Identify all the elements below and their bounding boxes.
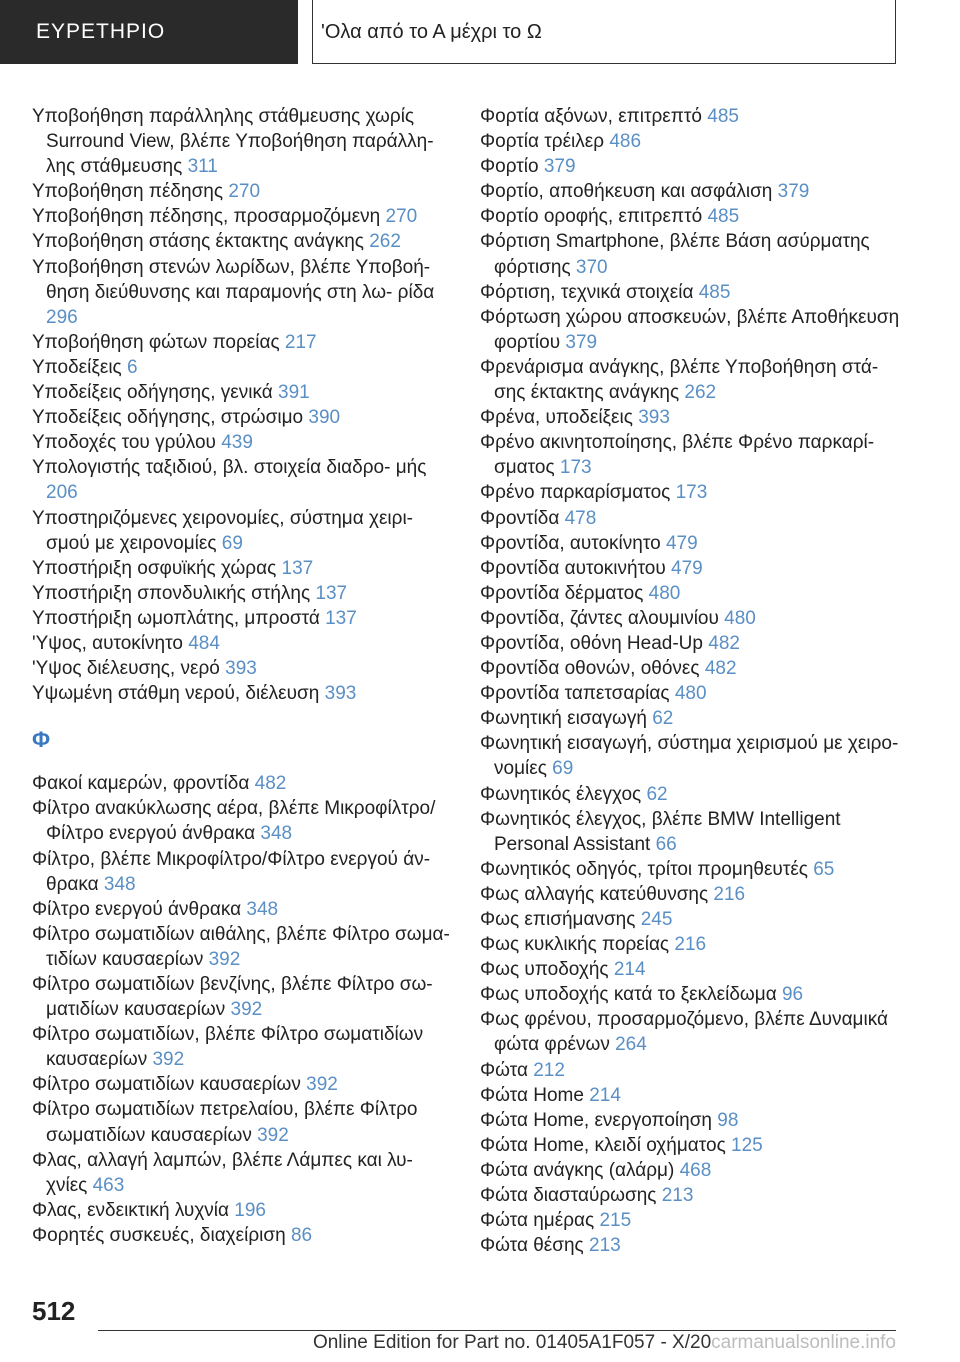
index-entry — [32, 1223, 452, 1248]
entry-term: Φίλτρο σωματιδίων, βλέπε Φίλτρο σωματιδίων καυσαερίων — [32, 1024, 424, 1071]
entry-page-link[interactable]: 392 — [306, 1074, 338, 1096]
index-entry — [480, 1007, 910, 1057]
entry-page-link[interactable]: 6 — [126, 356, 138, 378]
index-entry — [480, 480, 910, 505]
index-entry — [480, 631, 910, 656]
entry-term: Φορτία τρέιλερ — [480, 131, 605, 153]
index-entry — [480, 1208, 910, 1233]
index-entry — [480, 154, 910, 179]
entry-page-link[interactable]: 392 — [257, 1124, 289, 1146]
index-entry — [480, 179, 910, 204]
edition-text: Online Edition for Part no. 01405A1F057 - X/20 — [312, 1332, 712, 1353]
entry-page-link[interactable]: 66 — [655, 833, 677, 855]
entry-term: Φροντίδα — [480, 507, 560, 529]
entry-term: Φρένα, υποδείξεις — [480, 407, 633, 429]
entry-term: Φίλτρο ενεργού άνθρακα — [32, 898, 242, 920]
entry-term: Φορητές συσκευές, διαχείριση — [32, 1224, 286, 1246]
entry-term: Φως αλλαγής κατεύθυνσης — [480, 883, 709, 905]
index-entry — [480, 982, 910, 1007]
section-subtitle: 'Ολα από το Α μέχρι το Ω — [312, 0, 896, 64]
index-entry — [32, 972, 452, 1022]
entry-page-link[interactable]: 245 — [640, 909, 673, 930]
entry-term: Φροντίδα ταπετσαρίας — [480, 683, 670, 705]
index-entry — [480, 1058, 910, 1083]
index-entry — [480, 1183, 910, 1208]
entry-term: Φροντίδα, ζάντες αλουμινίου — [480, 607, 719, 629]
index-entry — [480, 1158, 910, 1183]
index-entry — [480, 556, 910, 581]
entry-page-link[interactable]: 392 — [230, 999, 263, 1021]
entry-page-link[interactable]: 212 — [533, 1059, 565, 1081]
entry-term: Φίλτρο, βλέπε Μικροφίλτρο/Φίλτρο ενεργού άν- θρακα — [32, 848, 431, 895]
entry-term: Φορτία αξόνων, επιτρεπτό — [480, 106, 702, 127]
entry-page-link[interactable]: 125 — [731, 1134, 763, 1156]
entry-term: Φλας, αλλαγή λαμπών, βλέπε Λάμπες και λυ- χνίες — [32, 1149, 413, 1196]
entry-page-link[interactable]: 485 — [707, 206, 740, 228]
entry-term: Φρένο παρκαρίσματος — [480, 482, 671, 504]
entry-term: Φώτα διασταύρωσης — [480, 1185, 657, 1207]
entry-page-link[interactable]: 480 — [724, 607, 756, 629]
index-entry — [480, 430, 910, 480]
entry-term: Υποβοήθηση παράλληλης στάθμευσης χωρίς Surround View, βλέπε Υποβοήθηση παράλλη- λης στάθμευσης — [32, 106, 434, 178]
index-entry — [32, 681, 452, 706]
entry-term: Φορτίο, αποθήκευση και ασφάλιση — [480, 181, 773, 203]
entry-term: Φώτα — [480, 1059, 528, 1081]
page-header — [0, 0, 960, 64]
index-entry — [480, 681, 910, 706]
index-entry — [32, 1022, 452, 1072]
entry-page-link[interactable]: 379 — [565, 331, 598, 353]
entry-term: Υποδοχές του γρύλου — [32, 432, 216, 454]
entry-term: Φως υποδοχής κατά το ξεκλείδωμα — [480, 984, 777, 1006]
index-entry — [32, 179, 452, 204]
entry-term: Φίλτρο ανακύκλωσης αέρα, βλέπε Μικροφίλτρο/ Φίλτρο ενεργού άνθρακα — [32, 798, 436, 845]
entry-page-link[interactable]: 478 — [564, 507, 597, 529]
entry-page-link[interactable]: 206 — [46, 482, 78, 504]
entry-term: Φλας, ενδεικτική λυχνία — [32, 1199, 229, 1221]
entry-page-link[interactable]: 69 — [221, 532, 243, 554]
entry-page-link[interactable]: 311 — [187, 156, 218, 178]
entry-page-link[interactable]: 379 — [543, 156, 576, 178]
entry-term: Φώτα Home — [480, 1084, 584, 1106]
entry-page-link[interactable]: 69 — [552, 758, 574, 780]
entry-term: 'Υψος, αυτοκίνητο — [32, 632, 183, 654]
entry-term: Φίλτρο σωματιδίων καυσαερίων — [32, 1074, 301, 1096]
index-entry — [480, 882, 910, 907]
index-entry — [480, 606, 910, 631]
index-entry — [32, 796, 452, 846]
entry-term: Φώτα Home, ενεργοποίηση — [480, 1109, 712, 1131]
entry-term: Υποβοήθηση στάσης έκτακτης ανάγκης — [32, 231, 364, 253]
entry-page-link[interactable]: 296 — [46, 306, 78, 328]
index-entry — [480, 305, 910, 355]
entry-page-link[interactable]: 480 — [674, 683, 707, 705]
entry-page-link[interactable]: 390 — [308, 407, 341, 429]
entry-page-link[interactable]: 370 — [575, 256, 608, 278]
entry-term: Φώτα ημέρας — [480, 1210, 595, 1232]
index-entry — [32, 656, 452, 681]
entry-page-link[interactable]: 482 — [708, 632, 740, 654]
index-column-right — [480, 104, 910, 1258]
index-column-left — [32, 104, 452, 1248]
index-entry — [480, 857, 910, 882]
index-entry — [32, 771, 452, 796]
entry-term: Φώτα ανάγκης (αλάρμ) — [480, 1159, 675, 1181]
index-entries-phi-continued — [480, 104, 910, 1258]
entry-term: Φως κυκλικής πορείας — [480, 934, 670, 956]
index-entry — [32, 355, 452, 380]
entry-page-link[interactable]: 393 — [324, 683, 357, 705]
entry-term: Φακοί καμερών, φροντίδα — [32, 773, 250, 795]
entry-page-link[interactable]: 215 — [599, 1210, 632, 1232]
index-entry — [32, 556, 452, 581]
index-entry — [480, 581, 910, 606]
index-entry — [480, 706, 910, 731]
index-entry — [32, 204, 452, 229]
entry-term: Φίλτρο σωματιδίων αιθάλης, βλέπε Φίλτρο σωμα- τιδίων καυσαερίων — [32, 923, 450, 970]
entry-page-link[interactable]: 65 — [813, 858, 835, 880]
entry-term: Φωνητικός οδηγός, τρίτοι προμηθευτές — [480, 858, 808, 880]
entry-page-link[interactable]: 482 — [254, 773, 287, 795]
entry-page-link[interactable]: 173 — [559, 457, 592, 479]
watermark: carmanualsonline.info — [711, 1332, 896, 1353]
index-entry — [32, 229, 452, 254]
index-entry — [480, 807, 910, 857]
entry-page-link[interactable]: 264 — [615, 1034, 647, 1056]
index-entry — [32, 506, 452, 556]
index-entry — [480, 204, 910, 229]
entry-term: 'Υψος διέλευσης, νερό — [32, 658, 220, 680]
entry-page-link[interactable]: 62 — [652, 708, 674, 730]
page-number: 512 — [32, 1296, 76, 1326]
index-entry — [480, 1083, 910, 1108]
entry-term: Υποδείξεις οδήγησης, στρώσιμο — [32, 407, 304, 429]
entry-page-link[interactable]: 216 — [674, 934, 707, 956]
entry-page-link[interactable]: 196 — [234, 1199, 266, 1221]
entry-term: Φως φρένου, προσαρμοζόμενο, βλέπε Δυναμικά φώτα φρένων — [480, 1009, 888, 1056]
entry-page-link[interactable]: 348 — [246, 898, 279, 920]
index-entry — [32, 1072, 452, 1097]
index-entry — [480, 1233, 910, 1258]
entry-term: Φόρτιση Smartphone, βλέπε Βάση ασύρματης φόρτισης — [480, 231, 870, 278]
entry-page-link[interactable]: 98 — [717, 1109, 739, 1131]
index-entry — [480, 1108, 910, 1133]
index-entry — [480, 957, 910, 982]
entry-page-link[interactable]: 484 — [188, 632, 220, 654]
index-entry — [32, 897, 452, 922]
section-letter-phi: Φ — [32, 727, 51, 753]
index-entry — [480, 280, 910, 305]
index-entry — [32, 606, 452, 631]
index-entry — [32, 1198, 452, 1223]
index-entries-y — [32, 104, 452, 706]
index-entry — [480, 129, 910, 154]
entry-page-link[interactable]: 485 — [698, 281, 731, 303]
entry-term: Φόρτωση χώρου αποσκευών, βλέπε Αποθήκευση φορτίου — [480, 306, 900, 353]
entry-page-link[interactable]: 96 — [781, 984, 804, 1006]
index-entry — [480, 531, 910, 556]
entry-page-link[interactable]: 137 — [315, 582, 348, 604]
entry-page-link[interactable]: 392 — [152, 1049, 185, 1071]
entry-term: Φωνητική εισαγωγή, σύστημα χειρισμού με χειρο- νομίες — [480, 733, 899, 780]
entry-term: Φρενάρισμα ανάγκης, βλέπε Υποβοήθηση στά- σης έκτακτης ανάγκης — [480, 356, 879, 404]
entry-page-link[interactable]: 137 — [281, 557, 314, 579]
index-entry — [480, 907, 910, 932]
entry-term: Υποβοήθηση φώτων πορείας — [32, 331, 280, 353]
entry-page-link[interactable]: 213 — [589, 1235, 621, 1257]
entry-term: Υπολογιστής ταξιδιού, βλ. στοιχεία διαδρο- μής — [32, 457, 427, 479]
entry-term: Φροντίδα, οθόνη Head-Up — [480, 632, 703, 654]
index-entry — [32, 455, 452, 505]
entry-term: Υψωμένη στάθμη νερού, διέλευση — [32, 683, 320, 705]
index-entry — [32, 922, 452, 972]
index-entry — [480, 506, 910, 531]
entry-page-link[interactable]: 392 — [208, 948, 241, 970]
index-entry — [32, 405, 452, 430]
entry-page-link[interactable]: 485 — [707, 106, 739, 127]
entry-term: Φορτίο — [480, 156, 539, 178]
entry-page-link[interactable]: 262 — [684, 382, 717, 404]
footer-edition — [313, 1332, 896, 1354]
entry-page-link[interactable]: 468 — [679, 1159, 712, 1181]
entry-page-link[interactable]: 391 — [278, 382, 310, 404]
entry-term: Υποστήριξη ωμοπλάτης, μπροστά — [32, 607, 320, 629]
entry-term: Υποβοήθηση πέδησης, προσαρμοζόμενη — [32, 206, 381, 228]
index-entry — [32, 1148, 452, 1198]
index-entry — [480, 1133, 910, 1158]
index-entry — [32, 581, 452, 606]
entry-page-link[interactable]: 439 — [221, 432, 253, 454]
index-entry — [32, 330, 452, 355]
index-entry — [480, 782, 910, 807]
entry-page-link[interactable]: 479 — [671, 557, 703, 579]
entry-page-link[interactable]: 480 — [648, 582, 681, 604]
entry-page-link[interactable]: 482 — [704, 658, 737, 680]
entry-term: Φροντίδα, αυτοκίνητο — [480, 532, 661, 554]
entry-page-link[interactable]: 348 — [260, 823, 293, 845]
entry-term: Υποστηριζόμενες χειρονομίες, σύστημα χειρι- σμού με χειρονομίες — [32, 507, 414, 554]
section-title: ΕΥΡΕΤΗΡΙΟ — [0, 0, 298, 64]
entry-term: Υποβοήθηση στενών λωρίδων, βλέπε Υποβοή- θηση διεύθυνσης και παραμονής στη λω- ρίδα — [32, 256, 435, 303]
entry-term: Υποδείξεις — [32, 356, 122, 378]
entry-page-link[interactable]: 379 — [777, 181, 810, 203]
footer-divider — [98, 1330, 896, 1331]
index-entry — [480, 656, 910, 681]
entry-page-link[interactable]: 62 — [646, 783, 668, 805]
entry-term: Φροντίδα αυτοκινήτου — [480, 557, 666, 579]
entry-page-link[interactable]: 270 — [228, 181, 261, 203]
entry-page-link[interactable]: 217 — [284, 331, 317, 353]
entry-page-link[interactable]: 213 — [661, 1185, 694, 1207]
entry-term: Φώτα Home, κλειδί οχήματος — [480, 1134, 726, 1156]
entry-page-link[interactable]: 216 — [713, 883, 746, 905]
entry-term: Φωνητικός έλεγχος — [480, 783, 642, 805]
entry-term: Φίλτρο σωματιδίων βενζίνης, βλέπε Φίλτρο σω- ματιδίων καυσαερίων — [32, 974, 433, 1021]
index-entry — [480, 229, 910, 279]
entry-page-link[interactable]: 262 — [369, 231, 401, 253]
entry-term: Υποστήριξη οσφυϊκής χώρας — [32, 557, 277, 579]
index-entry — [480, 104, 910, 129]
entry-term: Φωνητική εισαγωγή — [480, 708, 647, 730]
entry-term: Φωνητικός έλεγχος, βλέπε BMW Intelligent Personal Assistant — [480, 808, 841, 855]
entry-term: Φρένο ακινητοποίησης, βλέπε Φρένο παρκαρί- σματος — [480, 432, 875, 479]
entry-term: Φροντίδα δέρματος — [480, 582, 644, 604]
entry-page-link[interactable]: 214 — [589, 1084, 621, 1106]
index-entry — [32, 104, 452, 179]
entry-page-link[interactable]: 479 — [665, 532, 698, 554]
index-entry — [32, 1097, 452, 1147]
index-entry — [480, 355, 910, 405]
index-entry — [480, 731, 910, 781]
entry-term: Φίλτρο σωματιδίων πετρελαίου, βλέπε Φίλτρο σωματιδίων καυσαερίων — [32, 1099, 418, 1146]
entry-page-link[interactable]: 214 — [613, 959, 646, 981]
entry-page-link[interactable]: 86 — [290, 1224, 313, 1246]
entry-term: Φως επισήμανσης — [480, 909, 636, 930]
entry-term: Υποστήριξη σπονδυλικής στήλης — [32, 582, 311, 604]
entry-term: Φώτα θέσης — [480, 1235, 584, 1257]
entry-page-link[interactable]: 463 — [92, 1174, 125, 1196]
entry-page-link[interactable]: 486 — [609, 131, 642, 153]
index-entry — [32, 847, 452, 897]
index-entry — [480, 405, 910, 430]
entry-page-link[interactable]: 393 — [638, 407, 670, 429]
entry-page-link[interactable]: 270 — [385, 206, 418, 228]
index-entry — [32, 255, 452, 330]
index-entry — [32, 380, 452, 405]
entry-term: Υποβοήθηση πέδησης — [32, 181, 224, 203]
index-entry — [32, 430, 452, 455]
entry-term: Φροντίδα οθονών, οθόνες — [480, 658, 700, 680]
index-entry — [480, 932, 910, 957]
entry-page-link[interactable]: 173 — [675, 482, 708, 504]
entry-page-link[interactable]: 393 — [225, 658, 257, 680]
entry-page-link[interactable]: 348 — [103, 873, 136, 895]
index-entries-phi — [32, 771, 452, 1248]
index-entry — [32, 631, 452, 656]
entry-term: Υποδείξεις οδήγησης, γενικά — [32, 382, 273, 404]
entry-term: Φορτίο οροφής, επιτρεπτό — [480, 206, 703, 228]
entry-page-link[interactable]: 137 — [325, 607, 357, 629]
entry-term: Φόρτιση, τεχνικά στοιχεία — [480, 281, 694, 303]
entry-term: Φως υποδοχής — [480, 959, 609, 981]
